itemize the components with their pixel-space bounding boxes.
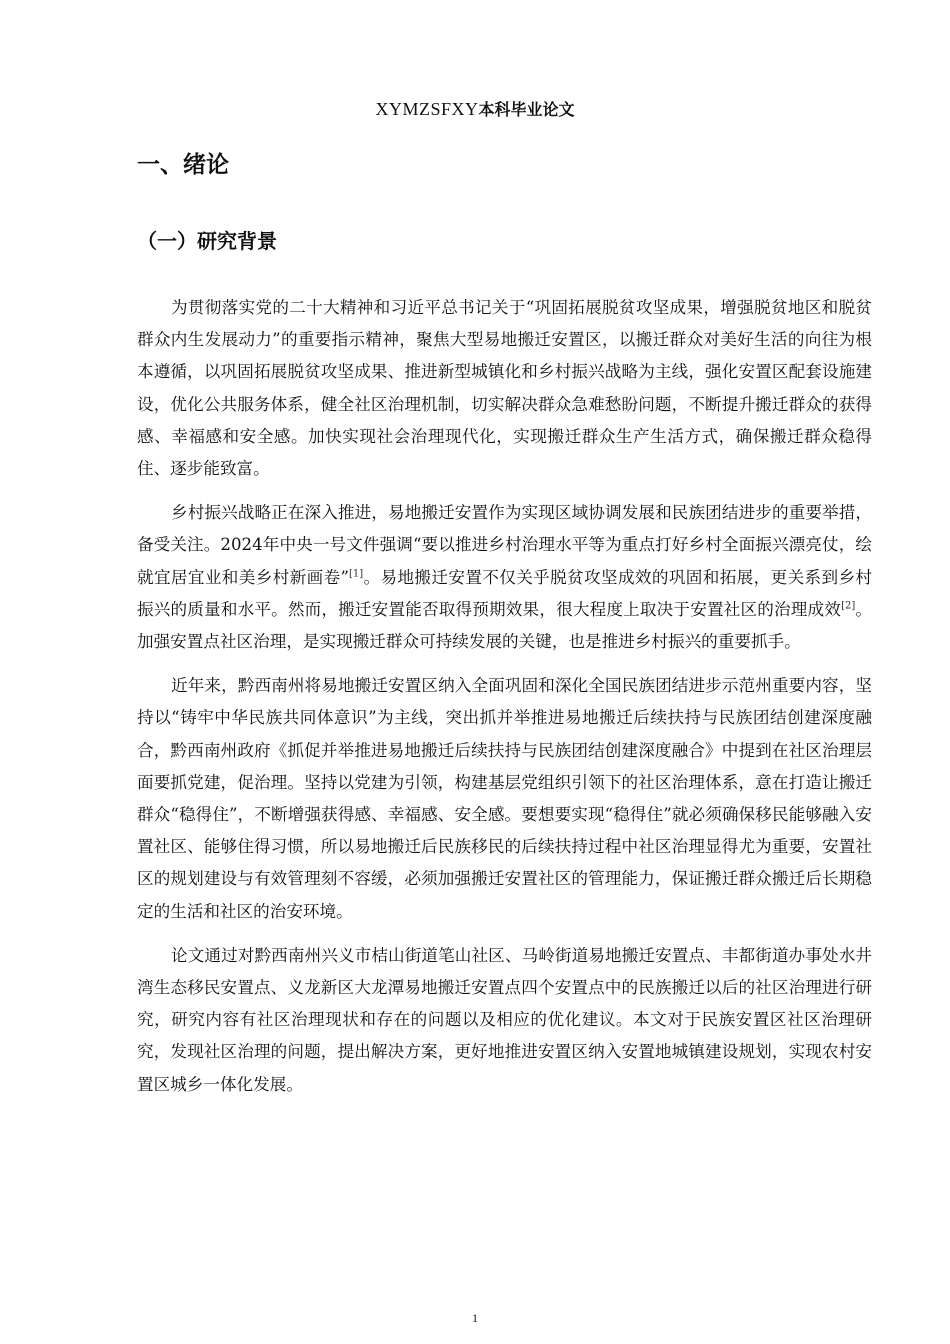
running-header	[0, 97, 950, 120]
paragraph-4: 论文通过对黔西南州兴义市桔山街道笔山社区、马岭街道易地搬迁安置点、丰都街道办事处水井湾生态移民安置点、义龙新区大龙潭易地搬迁安置点四个安置点中的民族搬迁以后的社区治理进行研究，研究内容有社区治理现状和存在的问题以及相应的优化建议。本文对于民族安置区社区治理研究，发现社区治理的问题，提出解决方案，更好地推进安置区纳入安置地城镇建设规划，实现农村安置区城乡一体化发展。	[137, 945, 872, 1094]
paragraph-3: 近年来，黔西南州将易地搬迁安置区纳入全面巩固和深化全国民族团结进步示范州重要内容，坚持以“铸牢中华民族共同体意识”为主线，突出抓并举推进易地搬迁后续扶持与民族团结创建深度融合，黔西南州政府《抓促并举推进易地搬迁后续扶持与民族团结创建深度融合》中提到在社区治理层面要抓党建，促治理。坚持以党建为引领，构建基层党组织引领下的社区治理体系，意在打造让搬迁群众“稳得住”，不断增强获得感、幸福感、安全感。要想要实现“稳得住”就必须确保移民能够融入安置社区、能够住得习惯，所以易地搬迁后民族移民的后续扶持过程中社区治理显得尤为重要，安置社区的规划建设与有效管理刻不容缓，必须加强搬迁安置社区的管理能力，保证搬迁群众搬迁后长期稳定的生活和社区的治安环境。	[137, 676, 872, 921]
subsection-title: （一）研究背景	[137, 229, 277, 253]
body-text	[137, 292, 872, 1113]
citation-1: [1]	[349, 568, 364, 580]
paragraph-2-part-1: 乡村振兴战略正在深入推进，易地搬迁安置作为实现区域协调发展和民族团结进步的重要举措，备受关注。2024年中央一号文件强调“要以推进乡村治理水平等为重点打好乡村全面振兴漂亮仗，绘就宜居宜业和美乡村新画卷”	[137, 503, 872, 587]
school-code: XYMZSFXY	[375, 99, 479, 119]
section-title: 一、绪论	[137, 152, 229, 178]
paragraph-1: 为贯彻落实党的二十大精神和习近平总书记关于“巩固拓展脱贫攻坚成果，增强脱贫地区和脱贫群众内生发展动力”的重要指示精神，聚焦大型易地搬迁安置区，以搬迁群众对美好生活的向往为根本遵循，以巩固拓展脱贫攻坚成果、推进新型城镇化和乡村振兴战略为主线，强化安置区配套设施建设，优化公共服务体系，健全社区治理机制，切实解决群众急难愁盼问题，不断提升搬迁群众的获得感、幸福感和安全感。加快实现社会治理现代化，实现搬迁群众生产生活方式，确保搬迁群众稳得住、逐步能致富。	[137, 298, 872, 479]
paragraph-2	[137, 497, 872, 658]
thesis-label: 本科毕业论文	[478, 100, 575, 119]
paragraph-2-part-2: 。易地搬迁安置不仅关乎脱贫攻坚成效的巩固和拓展，更关系到乡村振兴的质量和水平。然而，搬迁安置能否取得预期效果，很大程度上取决于安置社区的治理成效	[137, 567, 873, 619]
citation-2: [2]	[841, 600, 856, 612]
page-number: 1	[472, 1311, 478, 1325]
paragraph-2-part-3: 。加强安置点社区治理，是实现搬迁群众可持续发展的关键，也是推进乡村振兴的重要抓手。	[137, 599, 872, 652]
